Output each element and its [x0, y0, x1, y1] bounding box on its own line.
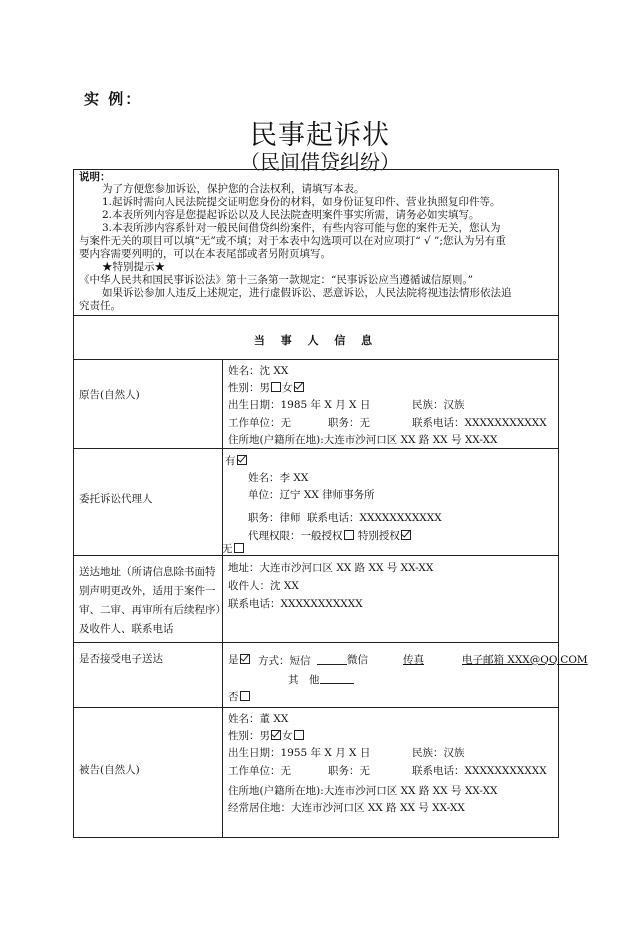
defendant-work: 工作单位：无	[228, 765, 291, 777]
agent-label: 委托诉讼代理人	[79, 493, 153, 505]
edelivery-wechat: 微信	[347, 654, 368, 666]
gender-female-checkbox[interactable]	[294, 382, 304, 392]
edelivery-no-label: 否	[228, 691, 239, 703]
column-divider	[222, 359, 223, 555]
row-divider	[73, 555, 559, 556]
plaintiff-gender	[228, 382, 305, 395]
other-blank[interactable]	[320, 673, 354, 684]
authority-general-checkbox[interactable]	[344, 530, 354, 540]
gender-male-label: 男	[259, 730, 270, 742]
gender-female-label: 女	[282, 730, 293, 742]
authority-special-label: 特别授权	[357, 530, 400, 542]
edelivery-no	[228, 691, 251, 704]
agent-authority	[248, 530, 412, 543]
row-divider	[73, 448, 559, 449]
edelivery-method-label: 方式：短信	[258, 655, 311, 667]
gender-male-checkbox[interactable]	[271, 382, 281, 392]
plaintiff-work: 工作单位：无	[228, 417, 291, 429]
row-divider	[73, 359, 559, 360]
agent-has	[225, 455, 248, 468]
gender-male-checkbox[interactable]	[271, 730, 281, 740]
row-divider	[73, 315, 559, 316]
plaintiff-birth: 出生日期：1985 年 X 月 X 日	[228, 399, 371, 411]
edelivery-fax: 传真	[403, 654, 424, 666]
notes-item-3: 3.本表所涉内容系针对一般民间借贷纠纷案件，有些内容可能与您的案件无关，您认为与案件无关的项目可以填“无”或不填；对于本表中勾选项可以在对应项打“ √ ”;您认为另有重要内容需要列明的，可以在本表尾部或者另附页填写。	[79, 222, 506, 260]
defendant-ethnic: 民族：汉族	[412, 747, 465, 759]
edelivery-other	[288, 673, 354, 687]
defendant-post: 职务：无	[328, 765, 370, 777]
plaintiff-name: 姓名：沈 XX	[228, 365, 289, 377]
section-title: 当 事 人 信 息	[253, 334, 379, 347]
plaintiff-address: 住所地(户籍所在地):大连市沙河口区 XX 路 XX 号 XX-XX	[228, 434, 498, 446]
plaintiff-post: 职务：无	[328, 417, 370, 429]
delivery-address: 地址：大连市沙河口区 XX 路 XX 号 XX-XX	[228, 562, 434, 574]
edelivery-yes-label: 是	[228, 654, 239, 666]
defendant-habitual-residence: 经常居住地：大连市沙河口区 XX 路 XX 号 XX-XX	[228, 802, 465, 814]
gender-label: 性别：	[228, 382, 260, 394]
edelivery-email: 电子邮箱 XXX@QQ.COM	[462, 654, 588, 666]
defendant-birth: 出生日期：1955 年 X 月 X 日	[228, 747, 371, 759]
authority-general-label: 代理权限：一般授权	[248, 530, 343, 542]
sms-blank[interactable]	[317, 654, 347, 665]
agent-none-label: 无	[222, 543, 233, 555]
gender-female-checkbox[interactable]	[294, 730, 304, 740]
delivery-recipient: 收件人：沈 XX	[228, 580, 299, 592]
defendant-gender	[228, 730, 305, 743]
special-notice-warning: 如果诉讼参加人违反上述规定，进行虚假诉讼、恶意诉讼，人民法院将视违法情形依法追究责任。	[79, 287, 512, 312]
edelivery-yes-checkbox[interactable]	[240, 654, 250, 664]
gender-female-label: 女	[282, 382, 293, 394]
agent-post: 职务：律师	[248, 512, 301, 524]
column-divider	[222, 555, 223, 642]
edelivery-method	[258, 654, 347, 668]
example-label: 实 例：	[84, 90, 143, 108]
defendant-name: 姓名：董 XX	[228, 713, 289, 725]
delivery-phone: 联系电话：XXXXXXXXXXX	[228, 598, 363, 610]
gender-male-label: 男	[259, 382, 270, 394]
plaintiff-label: 原告(自然人)	[79, 389, 140, 401]
document-title: 民事起诉状	[250, 120, 390, 151]
document-subtitle: （民间借贷纠纷）	[240, 150, 400, 174]
agent-name: 姓名：李 XX	[248, 472, 309, 484]
delivery-label: 送达地址（所请信息除书面特别声明更改外，适用于案件一审、二审、再审所有后续程序）及收件人、联系电话	[79, 566, 221, 635]
notes-item-2: 2.本表所列内容是您提起诉讼以及人民法院查明案件事实所需，请务必如实填写。	[102, 209, 480, 221]
agent-none-checkbox[interactable]	[234, 543, 244, 553]
agent-has-label: 有	[225, 455, 236, 467]
column-divider	[222, 642, 223, 838]
gender-label: 性别：	[228, 730, 260, 742]
agent-phone: 联系电话：XXXXXXXXXXX	[307, 512, 442, 524]
notes-label: 说明：	[79, 171, 111, 183]
edelivery-no-checkbox[interactable]	[240, 691, 250, 701]
special-notice-title: ★特别提示★	[102, 261, 165, 273]
plaintiff-ethnic: 民族：汉族	[412, 399, 465, 411]
row-divider	[73, 642, 559, 643]
defendant-phone: 联系电话：XXXXXXXXXXX	[412, 765, 547, 777]
agent-has-checkbox[interactable]	[237, 455, 247, 465]
defendant-label: 被告(自然人)	[79, 764, 140, 776]
agent-unit: 单位：辽宁 XX 律师事务所	[248, 489, 375, 501]
agent-none	[222, 543, 245, 556]
plaintiff-phone: 联系电话：XXXXXXXXXXX	[412, 417, 547, 429]
notes-intro: 为了方便您参加诉讼，保护您的合法权利，请填写本表。	[102, 183, 365, 195]
edelivery-yes	[228, 654, 251, 667]
notes-item-1: 1.起诉时需向人民法院提交证明您身份的材料，如身份证复印件、营业执照复印件等。	[102, 196, 501, 208]
row-divider	[73, 707, 559, 708]
special-notice-law: 《中华人民共和国民事诉讼法》第十三条第一款规定：“民事诉讼应当遵循诚信原则。”	[79, 274, 473, 286]
edelivery-label: 是否接受电子送达	[79, 653, 163, 665]
defendant-address: 住所地(户籍所在地):大连市沙河口区 XX 路 XX 号 XX-XX	[228, 785, 498, 797]
authority-special-checkbox[interactable]	[401, 530, 411, 540]
edelivery-other-label: 其 他	[288, 674, 320, 686]
